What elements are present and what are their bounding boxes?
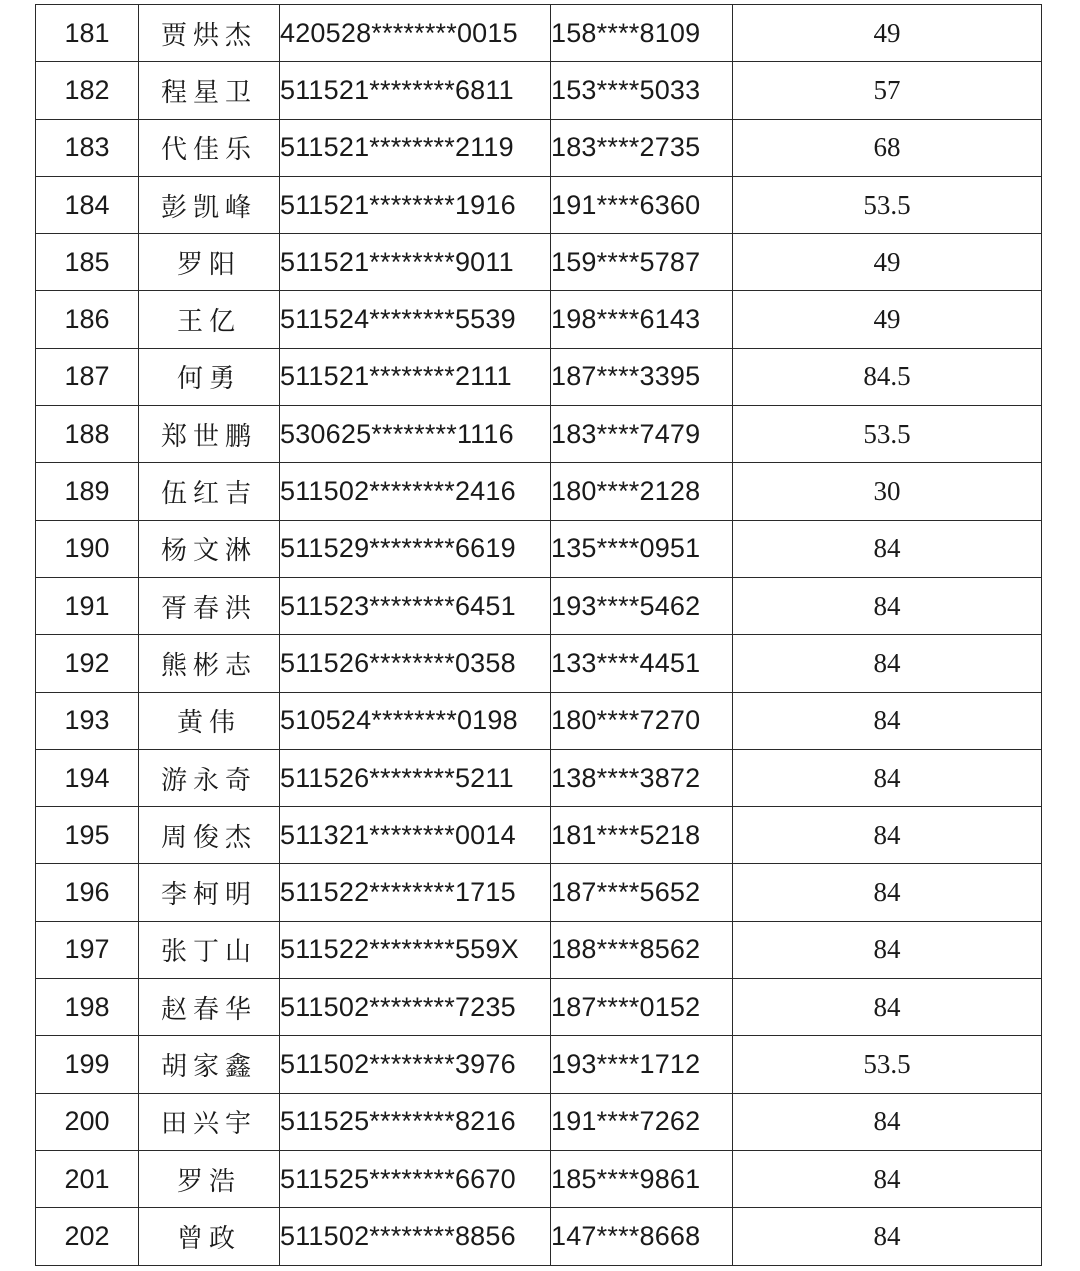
table-row bbox=[36, 692, 1042, 749]
phone-number: 188****8562 bbox=[551, 921, 733, 978]
row-number: 191 bbox=[36, 577, 139, 634]
person-name: 彭凯峰 bbox=[139, 176, 280, 233]
row-number: 198 bbox=[36, 979, 139, 1036]
table-row bbox=[36, 291, 1042, 348]
score: 84 bbox=[733, 635, 1042, 692]
score: 84 bbox=[733, 1208, 1042, 1265]
table-row bbox=[36, 234, 1042, 291]
phone-number: 198****6143 bbox=[551, 291, 733, 348]
phone-number: 180****7270 bbox=[551, 692, 733, 749]
score: 84 bbox=[733, 864, 1042, 921]
id-number: 511521********2119 bbox=[280, 119, 551, 176]
id-number: 511525********6670 bbox=[280, 1150, 551, 1207]
person-name: 胥春洪 bbox=[139, 577, 280, 634]
id-number: 511502********2416 bbox=[280, 463, 551, 520]
score: 84 bbox=[733, 577, 1042, 634]
person-name: 何勇 bbox=[139, 348, 280, 405]
person-name: 程星卫 bbox=[139, 62, 280, 119]
row-number: 184 bbox=[36, 176, 139, 233]
phone-number: 193****5462 bbox=[551, 577, 733, 634]
id-number: 511524********5539 bbox=[280, 291, 551, 348]
person-name: 伍红吉 bbox=[139, 463, 280, 520]
table-row bbox=[36, 463, 1042, 520]
row-number: 202 bbox=[36, 1208, 139, 1265]
row-number: 188 bbox=[36, 406, 139, 463]
table-row bbox=[36, 577, 1042, 634]
phone-number: 183****2735 bbox=[551, 119, 733, 176]
phone-number: 187****5652 bbox=[551, 864, 733, 921]
table-row bbox=[36, 176, 1042, 233]
phone-number: 158****8109 bbox=[551, 5, 733, 62]
person-name: 王亿 bbox=[139, 291, 280, 348]
score: 84 bbox=[733, 1150, 1042, 1207]
row-number: 199 bbox=[36, 1036, 139, 1093]
person-name: 周俊杰 bbox=[139, 807, 280, 864]
id-number: 511521********1916 bbox=[280, 176, 551, 233]
id-number: 511502********8856 bbox=[280, 1208, 551, 1265]
score: 53.5 bbox=[733, 1036, 1042, 1093]
row-number: 190 bbox=[36, 520, 139, 577]
score: 84 bbox=[733, 979, 1042, 1036]
table-row bbox=[36, 807, 1042, 864]
person-name: 罗浩 bbox=[139, 1150, 280, 1207]
table-row bbox=[36, 1036, 1042, 1093]
phone-number: 135****0951 bbox=[551, 520, 733, 577]
id-number: 511522********559X bbox=[280, 921, 551, 978]
score: 68 bbox=[733, 119, 1042, 176]
table-row bbox=[36, 979, 1042, 1036]
phone-number: 138****3872 bbox=[551, 749, 733, 806]
row-number: 195 bbox=[36, 807, 139, 864]
table-row bbox=[36, 5, 1042, 62]
score: 30 bbox=[733, 463, 1042, 520]
row-number: 193 bbox=[36, 692, 139, 749]
score: 49 bbox=[733, 291, 1042, 348]
score: 57 bbox=[733, 62, 1042, 119]
person-name: 代佳乐 bbox=[139, 119, 280, 176]
id-number: 420528********0015 bbox=[280, 5, 551, 62]
id-number: 511321********0014 bbox=[280, 807, 551, 864]
person-name: 郑世鹏 bbox=[139, 406, 280, 463]
row-number: 185 bbox=[36, 234, 139, 291]
table-row bbox=[36, 348, 1042, 405]
row-number: 186 bbox=[36, 291, 139, 348]
table-row bbox=[36, 119, 1042, 176]
table-row bbox=[36, 1150, 1042, 1207]
score: 84 bbox=[733, 921, 1042, 978]
row-number: 181 bbox=[36, 5, 139, 62]
row-number: 182 bbox=[36, 62, 139, 119]
table-row bbox=[36, 749, 1042, 806]
score: 84 bbox=[733, 1093, 1042, 1150]
person-name: 黄伟 bbox=[139, 692, 280, 749]
score: 49 bbox=[733, 5, 1042, 62]
table-row bbox=[36, 921, 1042, 978]
row-number: 187 bbox=[36, 348, 139, 405]
roster-body bbox=[36, 5, 1042, 1266]
person-name: 李柯明 bbox=[139, 864, 280, 921]
score: 53.5 bbox=[733, 406, 1042, 463]
phone-number: 183****7479 bbox=[551, 406, 733, 463]
table-row bbox=[36, 635, 1042, 692]
phone-number: 193****1712 bbox=[551, 1036, 733, 1093]
row-number: 196 bbox=[36, 864, 139, 921]
person-name: 游永奇 bbox=[139, 749, 280, 806]
id-number: 511523********6451 bbox=[280, 577, 551, 634]
row-number: 183 bbox=[36, 119, 139, 176]
phone-number: 133****4451 bbox=[551, 635, 733, 692]
person-name: 赵春华 bbox=[139, 979, 280, 1036]
phone-number: 159****5787 bbox=[551, 234, 733, 291]
row-number: 201 bbox=[36, 1150, 139, 1207]
table-row bbox=[36, 406, 1042, 463]
phone-number: 180****2128 bbox=[551, 463, 733, 520]
id-number: 511529********6619 bbox=[280, 520, 551, 577]
row-number: 197 bbox=[36, 921, 139, 978]
row-number: 189 bbox=[36, 463, 139, 520]
score: 84 bbox=[733, 692, 1042, 749]
phone-number: 185****9861 bbox=[551, 1150, 733, 1207]
score: 84 bbox=[733, 749, 1042, 806]
person-name: 张丁山 bbox=[139, 921, 280, 978]
row-number: 192 bbox=[36, 635, 139, 692]
person-name: 曾政 bbox=[139, 1208, 280, 1265]
person-name: 贾烘杰 bbox=[139, 5, 280, 62]
phone-number: 191****6360 bbox=[551, 176, 733, 233]
id-number: 511502********7235 bbox=[280, 979, 551, 1036]
table-row bbox=[36, 1208, 1042, 1265]
person-name: 胡家鑫 bbox=[139, 1036, 280, 1093]
row-number: 200 bbox=[36, 1093, 139, 1150]
phone-number: 147****8668 bbox=[551, 1208, 733, 1265]
id-number: 511521********9011 bbox=[280, 234, 551, 291]
table-row bbox=[36, 1093, 1042, 1150]
phone-number: 181****5218 bbox=[551, 807, 733, 864]
id-number: 511526********0358 bbox=[280, 635, 551, 692]
phone-number: 153****5033 bbox=[551, 62, 733, 119]
roster-table bbox=[35, 4, 1042, 1266]
person-name: 罗阳 bbox=[139, 234, 280, 291]
person-name: 熊彬志 bbox=[139, 635, 280, 692]
table-row bbox=[36, 62, 1042, 119]
table-row bbox=[36, 864, 1042, 921]
row-number: 194 bbox=[36, 749, 139, 806]
score: 84.5 bbox=[733, 348, 1042, 405]
score: 84 bbox=[733, 520, 1042, 577]
phone-number: 187****3395 bbox=[551, 348, 733, 405]
score: 49 bbox=[733, 234, 1042, 291]
id-number: 511525********8216 bbox=[280, 1093, 551, 1150]
score: 84 bbox=[733, 807, 1042, 864]
id-number: 511502********3976 bbox=[280, 1036, 551, 1093]
id-number: 510524********0198 bbox=[280, 692, 551, 749]
person-name: 杨文淋 bbox=[139, 520, 280, 577]
id-number: 511522********1715 bbox=[280, 864, 551, 921]
phone-number: 187****0152 bbox=[551, 979, 733, 1036]
person-name: 田兴宇 bbox=[139, 1093, 280, 1150]
id-number: 511521********2111 bbox=[280, 348, 551, 405]
id-number: 530625********1116 bbox=[280, 406, 551, 463]
phone-number: 191****7262 bbox=[551, 1093, 733, 1150]
id-number: 511521********6811 bbox=[280, 62, 551, 119]
id-number: 511526********5211 bbox=[280, 749, 551, 806]
table-row bbox=[36, 520, 1042, 577]
score: 53.5 bbox=[733, 176, 1042, 233]
